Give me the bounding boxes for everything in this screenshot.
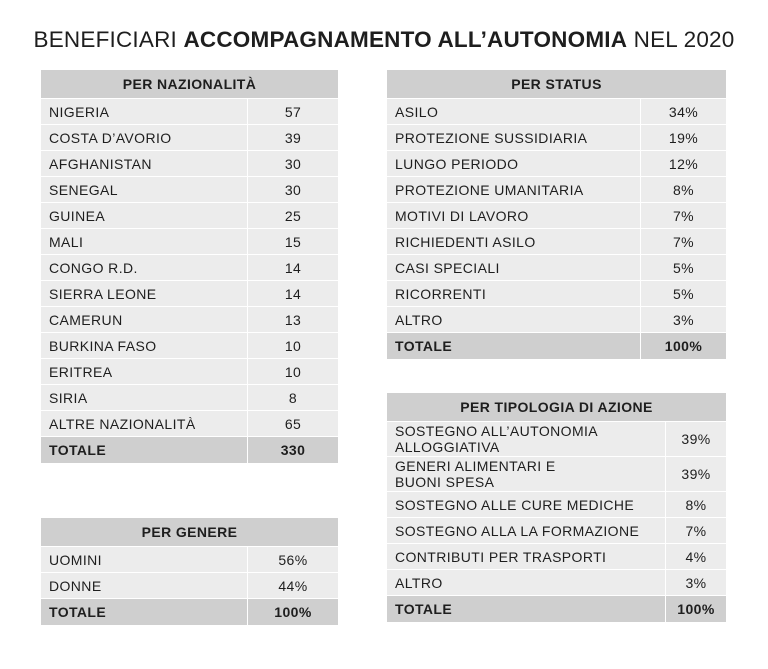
table-row — [387, 255, 727, 281]
total-row — [41, 599, 339, 626]
table-row — [41, 385, 339, 411]
table-row — [387, 544, 727, 570]
row-value: 39% — [666, 457, 727, 492]
total-row — [387, 596, 727, 623]
row-label: GUINEA — [41, 203, 248, 229]
table-row — [41, 229, 339, 255]
table-tipologia-azione — [386, 392, 727, 623]
table-header: PER STATUS — [387, 70, 727, 99]
row-label: PROTEZIONE SUSSIDIARIA — [387, 125, 641, 151]
table-row — [41, 177, 339, 203]
row-value: 65 — [248, 411, 339, 437]
table-row — [387, 203, 727, 229]
table-row — [41, 359, 339, 385]
table-genere — [40, 517, 339, 626]
row-label: MOTIVI DI LAVORO — [387, 203, 641, 229]
table-row — [41, 151, 339, 177]
row-value: 3% — [666, 570, 727, 596]
table-row — [41, 255, 339, 281]
row-label: UOMINI — [41, 547, 248, 573]
row-label: RICORRENTI — [387, 281, 641, 307]
row-label: SIRIA — [41, 385, 248, 411]
title-part-1: BENEFICIARI — [33, 27, 184, 52]
table-row — [387, 518, 727, 544]
row-label — [387, 422, 666, 457]
row-value: 13 — [248, 307, 339, 333]
total-row — [41, 437, 339, 464]
title-part-2: ACCOMPAGNAMENTO ALL’AUTONOMIA — [183, 27, 628, 52]
total-row — [387, 333, 727, 360]
table-row — [41, 99, 339, 125]
page-title — [0, 27, 768, 53]
table-row — [387, 457, 727, 492]
row-label: ALTRO — [387, 570, 666, 596]
row-label: SENEGAL — [41, 177, 248, 203]
row-value: 10 — [248, 359, 339, 385]
table-header-row — [387, 393, 727, 422]
total-value: 100% — [641, 333, 727, 360]
row-value: 25 — [248, 203, 339, 229]
table-header: PER NAZIONALITÀ — [41, 70, 339, 99]
row-label-line-1: SOSTEGNO ALL’AUTONOMIA — [395, 423, 599, 439]
total-label: TOTALE — [41, 599, 248, 626]
row-label: SOSTEGNO ALLA LA FORMAZIONE — [387, 518, 666, 544]
total-value: 100% — [248, 599, 339, 626]
row-value: 3% — [641, 307, 727, 333]
table-nazionalita — [40, 69, 339, 464]
row-label: NIGERIA — [41, 99, 248, 125]
table-row — [41, 307, 339, 333]
total-label: TOTALE — [41, 437, 248, 464]
table-header: PER GENERE — [41, 518, 339, 547]
total-value: 100% — [666, 596, 727, 623]
row-label: CONTRIBUTI PER TRASPORTI — [387, 544, 666, 570]
row-value: 8 — [248, 385, 339, 411]
table-row — [41, 411, 339, 437]
row-label: CAMERUN — [41, 307, 248, 333]
table-row — [41, 333, 339, 359]
table-row — [41, 203, 339, 229]
row-value: 5% — [641, 255, 727, 281]
row-label: ALTRE NAZIONALITÀ — [41, 411, 248, 437]
table-row — [387, 99, 727, 125]
table-row — [387, 422, 727, 457]
table-row — [41, 547, 339, 573]
title-part-3: NEL 2020 — [627, 27, 735, 52]
total-label: TOTALE — [387, 333, 641, 360]
row-value: 7% — [666, 518, 727, 544]
row-label: AFGHANISTAN — [41, 151, 248, 177]
table-header: PER TIPOLOGIA DI AZIONE — [387, 393, 727, 422]
row-label: RICHIEDENTI ASILO — [387, 229, 641, 255]
table-header-row — [387, 70, 727, 99]
row-value: 44% — [248, 573, 339, 599]
table-row — [41, 125, 339, 151]
row-label: CASI SPECIALI — [387, 255, 641, 281]
row-value: 34% — [641, 99, 727, 125]
row-label — [387, 457, 666, 492]
row-value: 56% — [248, 547, 339, 573]
table-row — [387, 177, 727, 203]
row-label: DONNE — [41, 573, 248, 599]
row-value: 4% — [666, 544, 727, 570]
row-label: MALI — [41, 229, 248, 255]
row-label: SOSTEGNO ALLE CURE MEDICHE — [387, 492, 666, 518]
row-value: 39% — [666, 422, 727, 457]
row-value: 57 — [248, 99, 339, 125]
row-label: ALTRO — [387, 307, 641, 333]
row-label: LUNGO PERIODO — [387, 151, 641, 177]
table-row — [41, 573, 339, 599]
row-label: CONGO R.D. — [41, 255, 248, 281]
row-label: ERITREA — [41, 359, 248, 385]
row-label: ASILO — [387, 99, 641, 125]
row-value: 30 — [248, 177, 339, 203]
table-header-row — [41, 518, 339, 547]
table-header-row — [41, 70, 339, 99]
table-row — [387, 125, 727, 151]
row-value: 14 — [248, 255, 339, 281]
row-label-line-2: ALLOGGIATIVA — [395, 439, 500, 455]
row-label-line-2: BUONI SPESA — [395, 474, 495, 490]
row-value: 8% — [641, 177, 727, 203]
total-label: TOTALE — [387, 596, 666, 623]
row-value: 30 — [248, 151, 339, 177]
table-row — [387, 570, 727, 596]
row-label: SIERRA LEONE — [41, 281, 248, 307]
row-value: 7% — [641, 203, 727, 229]
table-row — [387, 307, 727, 333]
row-value: 8% — [666, 492, 727, 518]
row-value: 10 — [248, 333, 339, 359]
row-value: 39 — [248, 125, 339, 151]
table-row — [387, 492, 727, 518]
row-value: 12% — [641, 151, 727, 177]
row-value: 7% — [641, 229, 727, 255]
row-label: BURKINA FASO — [41, 333, 248, 359]
table-row — [387, 151, 727, 177]
table-status — [386, 69, 727, 360]
row-label: COSTA D’AVORIO — [41, 125, 248, 151]
table-row — [387, 229, 727, 255]
row-value: 14 — [248, 281, 339, 307]
table-row — [41, 281, 339, 307]
row-value: 15 — [248, 229, 339, 255]
table-row — [387, 281, 727, 307]
total-value: 330 — [248, 437, 339, 464]
row-label-line-1: GENERI ALIMENTARI E — [395, 458, 556, 474]
row-label: PROTEZIONE UMANITARIA — [387, 177, 641, 203]
row-value: 19% — [641, 125, 727, 151]
row-value: 5% — [641, 281, 727, 307]
